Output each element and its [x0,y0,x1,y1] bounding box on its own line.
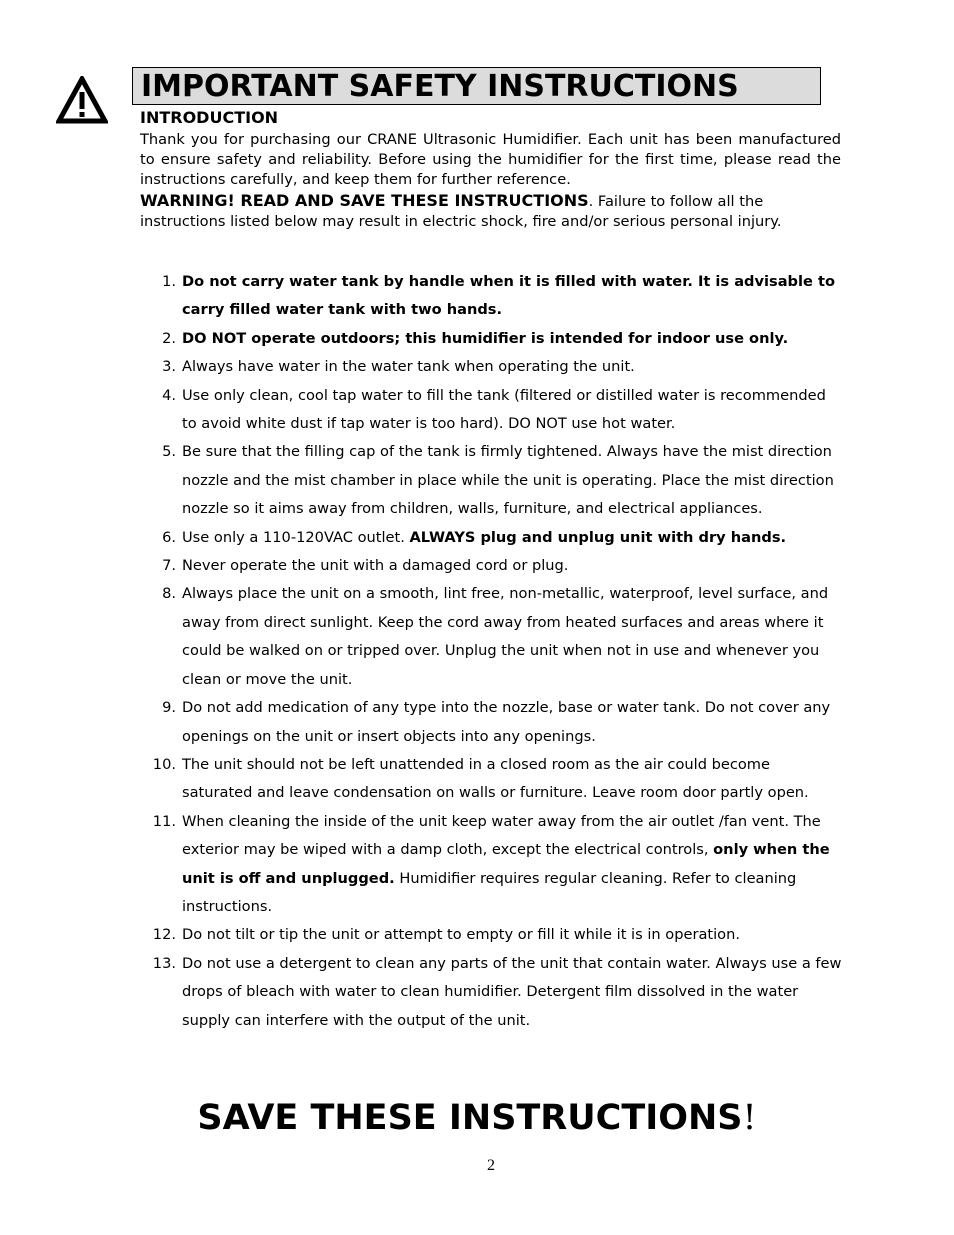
list-item-text: DO NOT operate outdoors; this humidifier is intended for indoor use only. [182,329,789,347]
list-item-text: Do not carry water tank by handle when it is filled with water. It is advisable to carry filled water tank with two hands. [182,273,835,319]
list-item [140,382,845,439]
list-item [140,751,845,808]
list-item-number: 6. [162,528,176,546]
list-item-text: Humidifier requires regular cleaning. Refer to cleaning instructions. [182,869,797,915]
list-item-number: 3. [162,358,176,376]
list-item-number: 10. [152,755,176,773]
list-item-text: The unit should not be left unattended in a closed room as the air could become saturated and leave condensation on walls or furniture. Leave room door partly open. [182,755,809,802]
list-item [140,438,845,523]
list-item-number: 9. [162,699,176,717]
page-number: 2 [487,1157,495,1174]
list-item-number: 1. [162,273,176,290]
list-item-number: 4. [162,386,176,404]
list-item-text: Always have water in the water tank when operating the unit. [182,358,635,376]
list-item [140,921,845,949]
warning-text: . Failure to follow all the instructions listed below may result in electric shock, fire and/or serious personal injury. [140,193,782,230]
list-item-text: Always place the unit on a smooth, lint free, non-metallic, waterproof, level surface, and away from direct sunlight. Keep the cord away from heated surfaces and areas where it could be walked on or tripped over. Unplug the unit when not in use and whenever you clean or move the unit. [182,585,829,688]
list-item-number: 12. [152,926,176,944]
list-item [140,580,845,694]
list-item [140,353,845,381]
introduction-text: Thank you for purchasing our CRANE Ultrasonic Humidifier. Each unit has been manufactured to ensure safety and reliability. Before using the humidifier for the first time, please read the instructions carefully, and keep them for further reference. [140,131,841,188]
list-item-text: Be sure that the filling cap of the tank is firmly tightened. Always have the mist direction nozzle and the mist chamber in place while the unit is operating. Place the mist direction nozzle so it aims away from children, walls, furniture, and electrical appliances. [182,443,834,518]
list-item-number: 5. [162,443,176,461]
list-item [140,950,845,1035]
list-item-number: 13. [152,954,176,972]
list-item-text: Do not use a detergent to clean any parts of the unit that contain water. Always use a few drops of bleach with water to clean humidifier. Detergent film dissolved in the water supply can interfere with the output of the unit. [182,954,842,1029]
save-instructions-heading [0,1094,954,1142]
list-item-text: only when the unit is off and unplugged. [182,841,830,887]
list-item [140,325,845,353]
list-item-text: ALWAYS plug and unplug unit with dry hands. [409,528,787,546]
title-banner [132,67,821,105]
list-item-number: 11. [152,812,176,830]
list-item-text: Do not add medication of any type into the nozzle, base or water tank. Do not cover any openings on the unit or insert objects into any openings. [182,699,831,745]
list-item [140,808,845,922]
safety-instruction-list [140,268,845,1035]
list-item-number: 2. [162,329,176,347]
save-instructions-text: SAVE THESE INSTRUCTIONS [197,1098,743,1138]
introduction-heading: INTRODUCTION [140,108,279,127]
list-item-number: 7. [162,557,176,575]
warning-heading: WARNING! READ AND SAVE THESE INSTRUCTIONS [140,191,589,210]
list-item [140,268,845,325]
list-item-text: Use only clean, cool tap water to fill the tank (filtered or distilled water is recommended to avoid white dust if tap water is too hard). DO NOT use hot water. [182,386,826,433]
list-item [140,694,845,751]
save-instructions-exclamation: ! [742,1098,757,1138]
list-item-text: Do not tilt or tip the unit or attempt to empty or fill it while it is in operation. [182,926,741,944]
page-title: IMPORTANT SAFETY INSTRUCTIONS [141,69,739,104]
list-item [140,524,845,552]
list-item-number: 8. [162,585,176,603]
list-item-text: Never operate the unit with a damaged cord or plug. [182,557,569,575]
list-item-text: When cleaning the inside of the unit keep water away from the air outlet /fan vent. The exterior may be wiped with a damp cloth, except the electrical controls, [182,812,821,859]
warning-paragraph [140,191,841,232]
warning-triangle-icon [56,76,108,124]
list-item [140,552,845,580]
list-item-text: Use only a 110-120VAC outlet. [182,528,410,546]
